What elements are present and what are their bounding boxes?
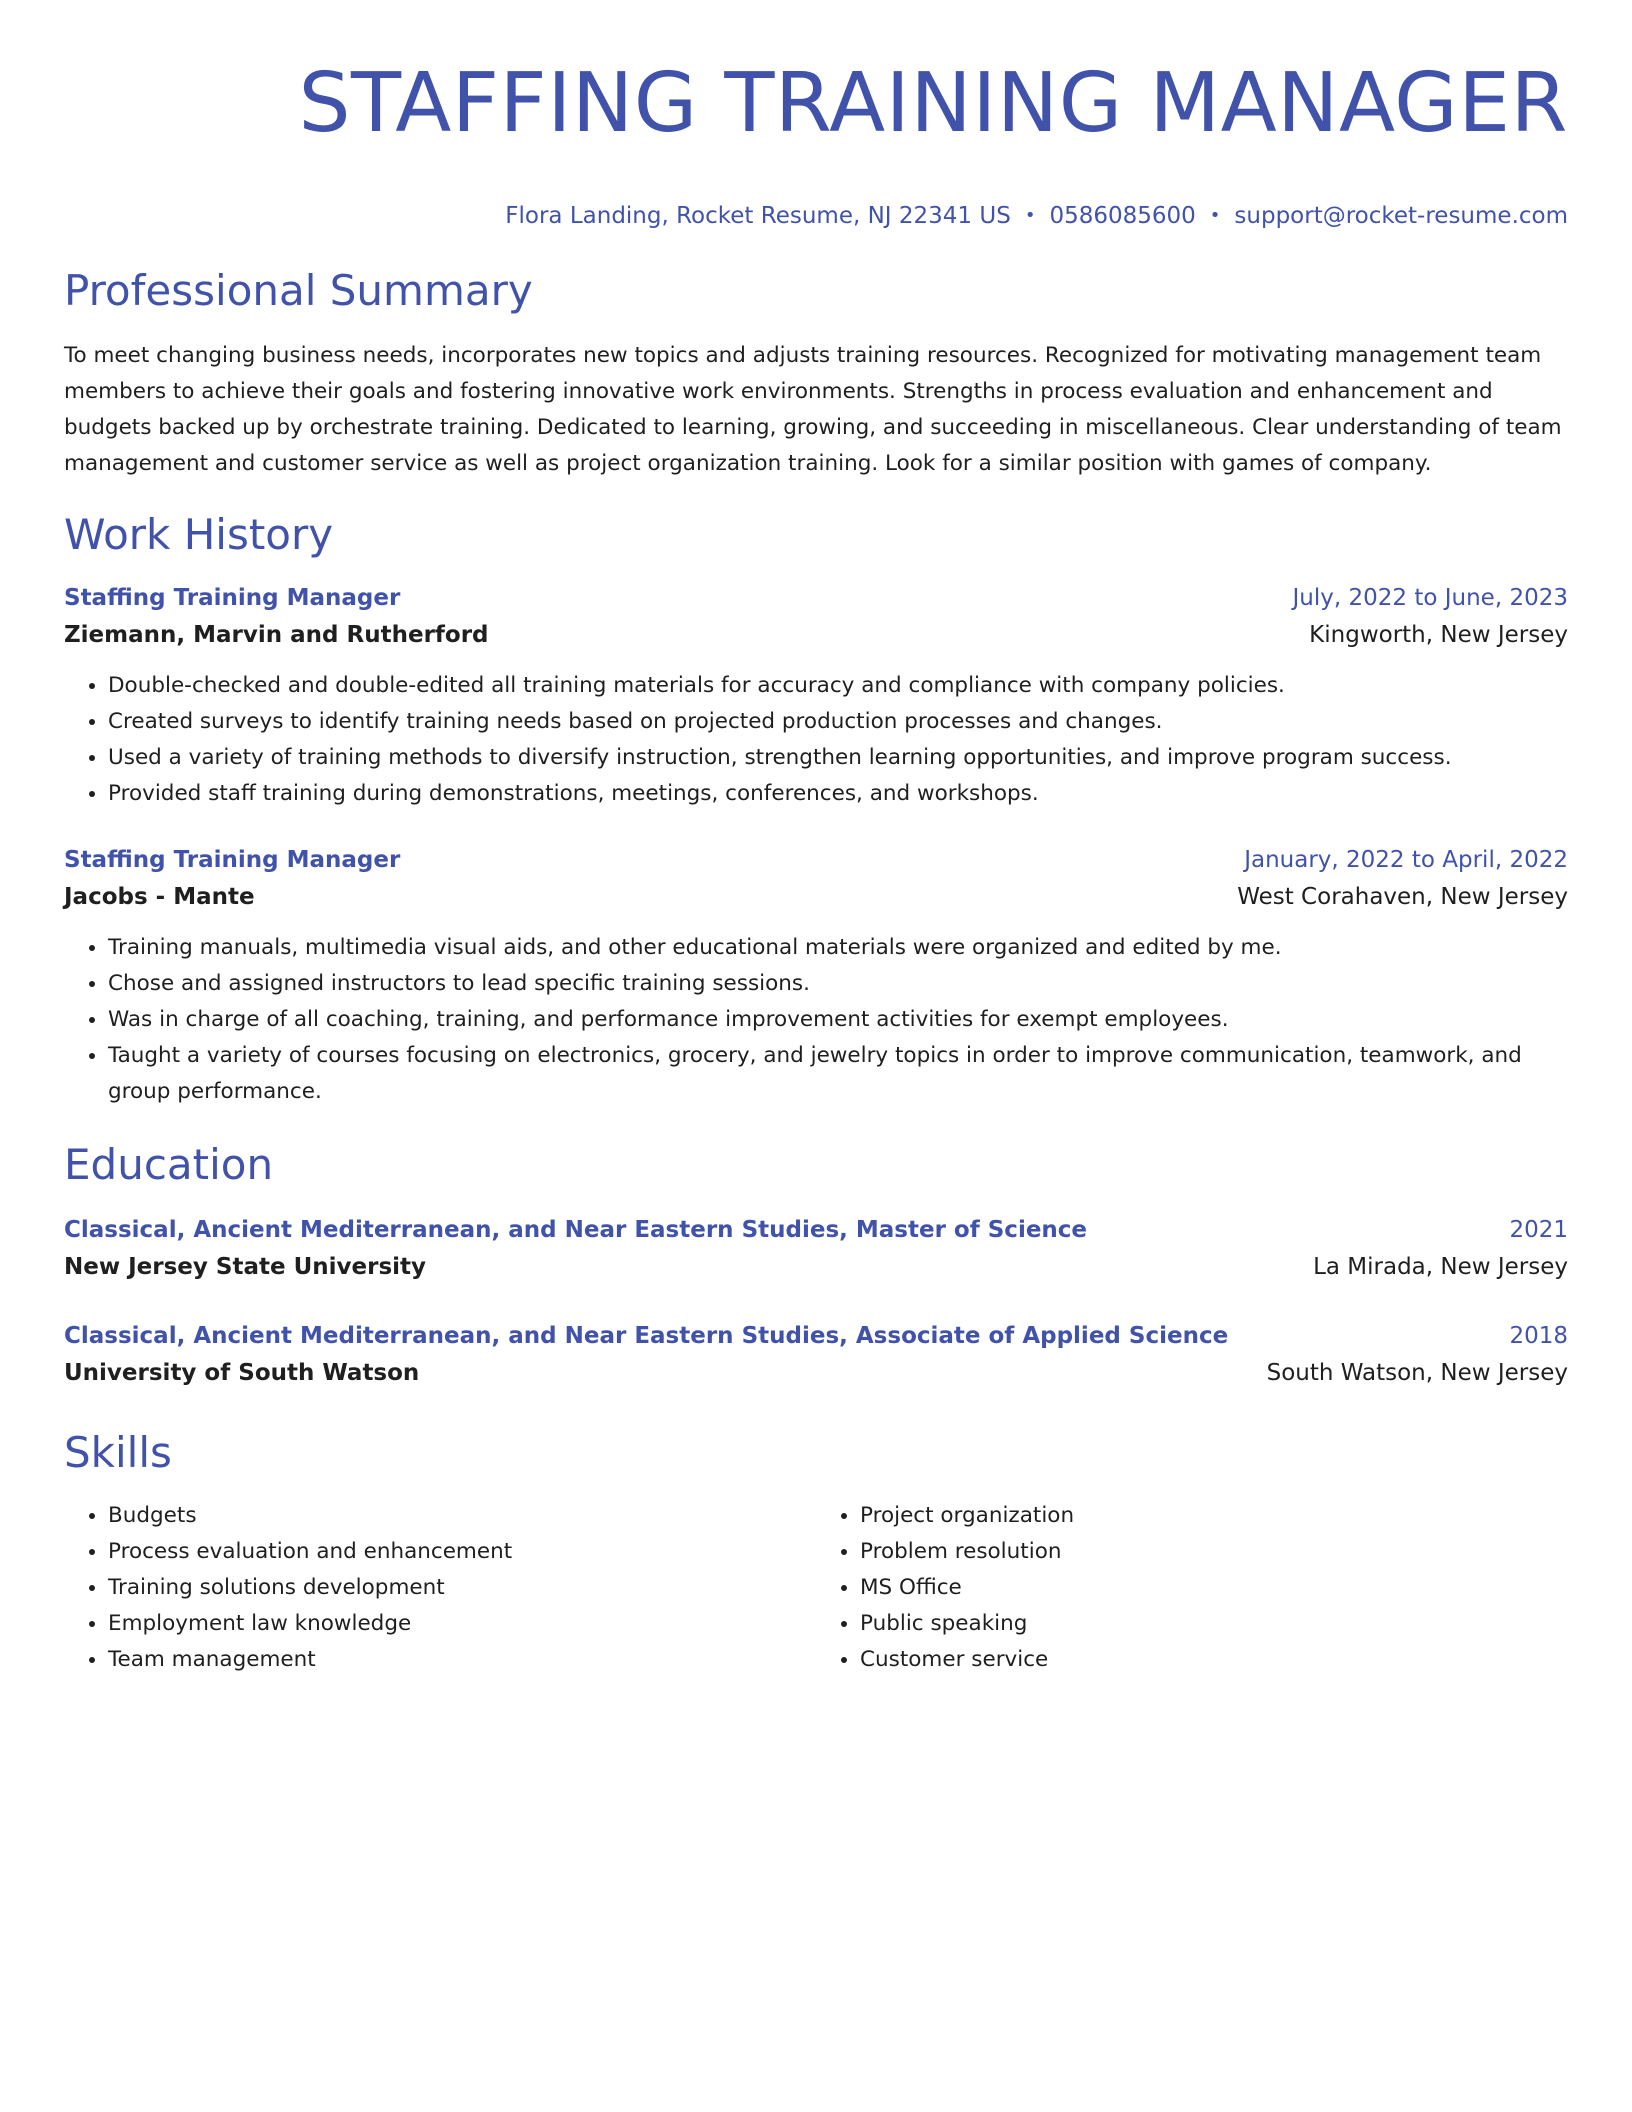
skills-column-left bbox=[64, 1498, 816, 1678]
contact-line bbox=[64, 202, 1568, 230]
skill-item: • Team management bbox=[108, 1642, 816, 1678]
skill-item: • Training solutions development bbox=[108, 1570, 816, 1606]
job-entry bbox=[64, 580, 1568, 812]
education-school-row bbox=[64, 1248, 1568, 1286]
job-bullets bbox=[64, 668, 1568, 812]
education-header-row bbox=[64, 1318, 1568, 1354]
skill-item: • Customer service bbox=[860, 1642, 1568, 1678]
job-bullet: • Double-checked and double-edited all training materials for accuracy and compliance with company policies. bbox=[108, 668, 1568, 704]
skill-item: • MS Office bbox=[860, 1570, 1568, 1606]
skills-heading: Skills bbox=[64, 1428, 172, 1477]
job-employer: Ziemann, Marvin and Rutherford bbox=[64, 622, 489, 648]
skill-item: • Process evaluation and enhancement bbox=[108, 1534, 816, 1570]
education-degree: Classical, Ancient Mediterranean, and Near Eastern Studies, Associate of Applied Science bbox=[64, 1323, 1229, 1349]
job-bullet: • Created surveys to identify training needs based on projected production processes and changes. bbox=[108, 704, 1568, 740]
skill-item: • Project organization bbox=[860, 1498, 1568, 1534]
summary-heading: Professional Summary bbox=[64, 266, 533, 315]
contact-email: support@rocket-resume.com bbox=[1234, 203, 1568, 229]
education-entry bbox=[64, 1318, 1568, 1392]
job-dates: July, 2022 to June, 2023 bbox=[1292, 585, 1568, 611]
work-history-heading: Work History bbox=[64, 510, 334, 559]
contact-separator: • bbox=[1209, 205, 1221, 226]
education-year: 2021 bbox=[1509, 1217, 1568, 1243]
job-employer: Jacobs - Mante bbox=[64, 884, 255, 910]
education-entry bbox=[64, 1212, 1568, 1286]
job-title: Staffing Training Manager bbox=[64, 847, 401, 873]
job-bullet: • Was in charge of all coaching, training, and performance improvement activities for exempt employees. bbox=[108, 1002, 1568, 1038]
summary-text: To meet changing business needs, incorporates new topics and adjusts training resources. Recognized for motivating management team members to achieve their goals and fostering innovative work environments. Strengths in process evaluation and enhancement and budgets backed up by orchestrate training. Dedicated to learning, growing, and succeeding in miscellaneous. Clear understanding of team management and customer service as well as project organization training. Look for a similar position with games of company. bbox=[64, 343, 1562, 476]
skills-column-right bbox=[816, 1498, 1568, 1678]
job-bullet: • Chose and assigned instructors to lead specific training sessions. bbox=[108, 966, 1568, 1002]
skills-list bbox=[64, 1498, 1568, 1678]
skill-item: • Employment law knowledge bbox=[108, 1606, 816, 1642]
contact-separator: • bbox=[1024, 205, 1036, 226]
job-dates: January, 2022 to April, 2022 bbox=[1244, 847, 1568, 873]
job-bullet: • Provided staff training during demonstrations, meetings, conferences, and workshops. bbox=[108, 776, 1568, 812]
job-bullet: • Training manuals, multimedia visual aids, and other educational materials were organized and edited by me. bbox=[108, 930, 1568, 966]
skill-item: • Problem resolution bbox=[860, 1534, 1568, 1570]
education-school-row bbox=[64, 1354, 1568, 1392]
job-bullet: • Used a variety of training methods to diversify instruction, strengthen learning opportunities, and improve program success. bbox=[108, 740, 1568, 776]
job-location: Kingworth, New Jersey bbox=[1309, 622, 1568, 648]
job-employer-row bbox=[64, 878, 1568, 916]
skill-item: • Public speaking bbox=[860, 1606, 1568, 1642]
resume-header bbox=[64, 0, 1568, 230]
education-location: La Mirada, New Jersey bbox=[1313, 1254, 1568, 1280]
job-header-row bbox=[64, 842, 1568, 878]
education-header-row bbox=[64, 1212, 1568, 1248]
skill-item: • Budgets bbox=[108, 1498, 816, 1534]
job-entry bbox=[64, 842, 1568, 1110]
resume-name: STAFFING TRAINING MANAGER bbox=[298, 56, 1568, 151]
education-location: South Watson, New Jersey bbox=[1266, 1360, 1568, 1386]
job-location: West Corahaven, New Jersey bbox=[1237, 884, 1568, 910]
education-school: New Jersey State University bbox=[64, 1254, 427, 1280]
job-employer-row bbox=[64, 616, 1568, 654]
education-degree: Classical, Ancient Mediterranean, and Near Eastern Studies, Master of Science bbox=[64, 1217, 1088, 1243]
job-header-row bbox=[64, 580, 1568, 616]
job-bullets bbox=[64, 930, 1568, 1110]
job-title: Staffing Training Manager bbox=[64, 585, 401, 611]
contact-address: Flora Landing, Rocket Resume, NJ 22341 US bbox=[505, 203, 1011, 229]
education-school: University of South Watson bbox=[64, 1360, 420, 1386]
job-bullet: • Taught a variety of courses focusing on electronics, grocery, and jewelry topics in order to improve communication, teamwork, and group performance. bbox=[108, 1038, 1568, 1110]
education-heading: Education bbox=[64, 1140, 274, 1189]
contact-phone: 0586085600 bbox=[1049, 203, 1196, 229]
education-year: 2018 bbox=[1509, 1323, 1568, 1349]
